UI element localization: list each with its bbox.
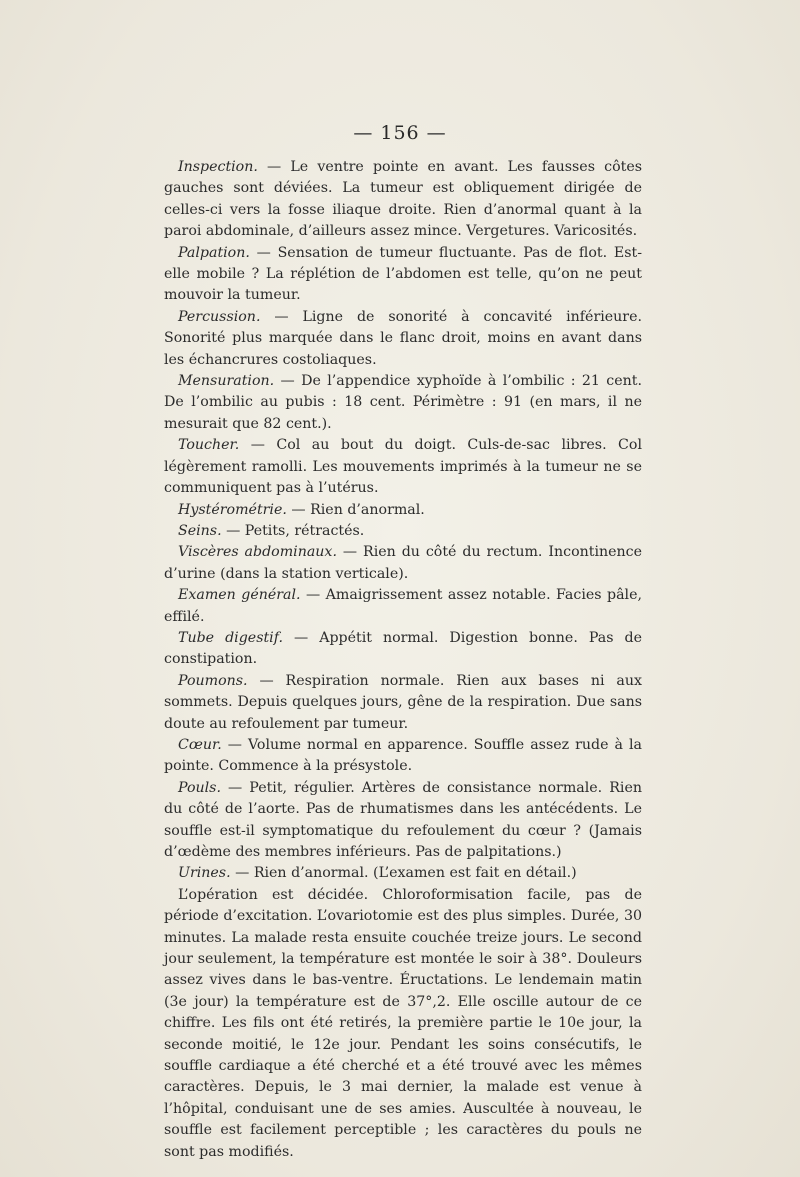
- section-label: Palpation.: [178, 244, 250, 261]
- paragraph-text: — Sensation de tumeur fluctuante. Pas de flot. Est-elle mobile ? La réplétion de l’abdomen est telle, qu’on ne peut mouvoir la tumeur.: [164, 244, 642, 304]
- section-label: Seins.: [178, 522, 222, 539]
- section-label: Urines.: [178, 865, 231, 882]
- paragraph: [164, 243, 642, 307]
- paragraph-text: — Le ventre pointe en avant. Les fausses côtes gauches sont déviées. La tumeur est obliquement dirigée de celles-ci vers la fosse iliaque droite. Rien d’anormal quant à la paroi abdominale, d’ailleurs assez mince. Vergetures. Varicosités.: [164, 159, 642, 240]
- paragraph-text: — Rien d’anormal. (L’examen est fait en détail.): [230, 865, 577, 882]
- paragraph-text: — Petit, régulier. Artères de consistance normale. Rien du côté de l’aorte. Pas de rhumatismes dans les antécédents. Le souffle est-il symptomatique du refoulement du cœur ? (Jamais d’œdème des membres inférieurs. Pas de palpitations.): [164, 779, 642, 860]
- paragraph-text: L’opération est décidée. Chloroformisation facile, pas de période d’excitation. L’ovariotomie est des plus simples. Durée, 30 minutes. La malade resta ensuite couchée treize jours. Le second jour seulement, la température est montée le soir à 38°. Douleurs assez vives dans le bas-ventre. Éructations. Le lendemain matin (3e jour) la température est de 37°,2. Elle oscille autour de ce chiffre. Les fils ont été retirés, la première partie le 10e jour, la seconde moitié, le 12e jour. Pendant les soins consécutifs, le souffle cardiaque a été cherché et a été trouvé avec les mêmes caractères. Depuis, le 3 mai dernier, la malade est venue à l’hôpital, conduisant une de ses amies. Auscultée à nouveau, le souffle est facilement perceptible ; les caractères du pouls ne sont pas modifiés.: [164, 886, 642, 1160]
- paragraph-text: — Amaigrissement assez notable. Facies pâle, effilé.: [164, 587, 642, 625]
- paragraph: [164, 435, 642, 499]
- paragraph-text: — Petits, rétractés.: [221, 522, 365, 539]
- section-label: Pouls.: [178, 779, 221, 796]
- paragraph-text: — Ligne de sonorité à concavité inférieure. Sonorité plus marquée dans le flanc droit, moins en avant dans les échancrures costoliaques.: [164, 308, 642, 368]
- paragraph-text: — Rien d’anormal.: [286, 501, 425, 518]
- paragraph-text: — Col au bout du doigt. Culs-de-sac libres. Col légèrement ramolli. Les mouvements imprimés à la tumeur ne se communiquent pas à l’utérus.: [164, 437, 642, 497]
- paragraph: [164, 307, 642, 371]
- section-label: Percussion.: [178, 308, 261, 325]
- section-label: Tube digestif.: [178, 629, 283, 646]
- paragraph: [164, 585, 642, 628]
- page-number: — 156 —: [353, 122, 447, 144]
- paragraph: [164, 500, 642, 521]
- section-label: Examen général.: [178, 587, 301, 604]
- section-label: Cœur.: [178, 736, 222, 753]
- body-text: [164, 157, 642, 1163]
- section-label: Viscères abdominaux.: [178, 544, 337, 561]
- paragraph-text: — Respiration normale. Rien aux bases ni aux sommets. Depuis quelques jours, gêne de la respiration. Due sans doute au refoulement par tumeur.: [164, 672, 642, 732]
- paragraph: [164, 521, 642, 542]
- section-label: Toucher.: [178, 437, 240, 454]
- paragraph: [164, 778, 642, 864]
- paragraph-text: — Rien du côté du rectum. Incontinence d’urine (dans la station verticale).: [164, 544, 642, 582]
- section-label: Hystérométrie.: [178, 501, 287, 518]
- paragraph: [164, 371, 642, 435]
- paragraph-text: — De l’appendice xyphoïde à l’ombilic : 21 cent. De l’ombilic au pubis : 18 cent. Périmètre : 91 (en mars, il ne mesurait que 82 cent.).: [164, 373, 642, 432]
- paragraph: [164, 542, 642, 585]
- paragraph: [164, 628, 642, 671]
- paragraph: [164, 157, 642, 243]
- paragraph: [164, 735, 642, 778]
- section-label: Mensuration.: [178, 373, 275, 390]
- section-label: Poumons.: [178, 672, 248, 689]
- section-label: Inspection.: [178, 159, 258, 175]
- paragraph: [164, 863, 642, 884]
- paragraph: [164, 885, 642, 1163]
- paragraph-text: — Appétit normal. Digestion bonne. Pas de constipation.: [164, 629, 642, 668]
- paragraph: [164, 671, 642, 735]
- paragraph-text: — Volume normal en apparence. Souffle assez rude à la pointe. Commence à la présystole.: [164, 736, 642, 775]
